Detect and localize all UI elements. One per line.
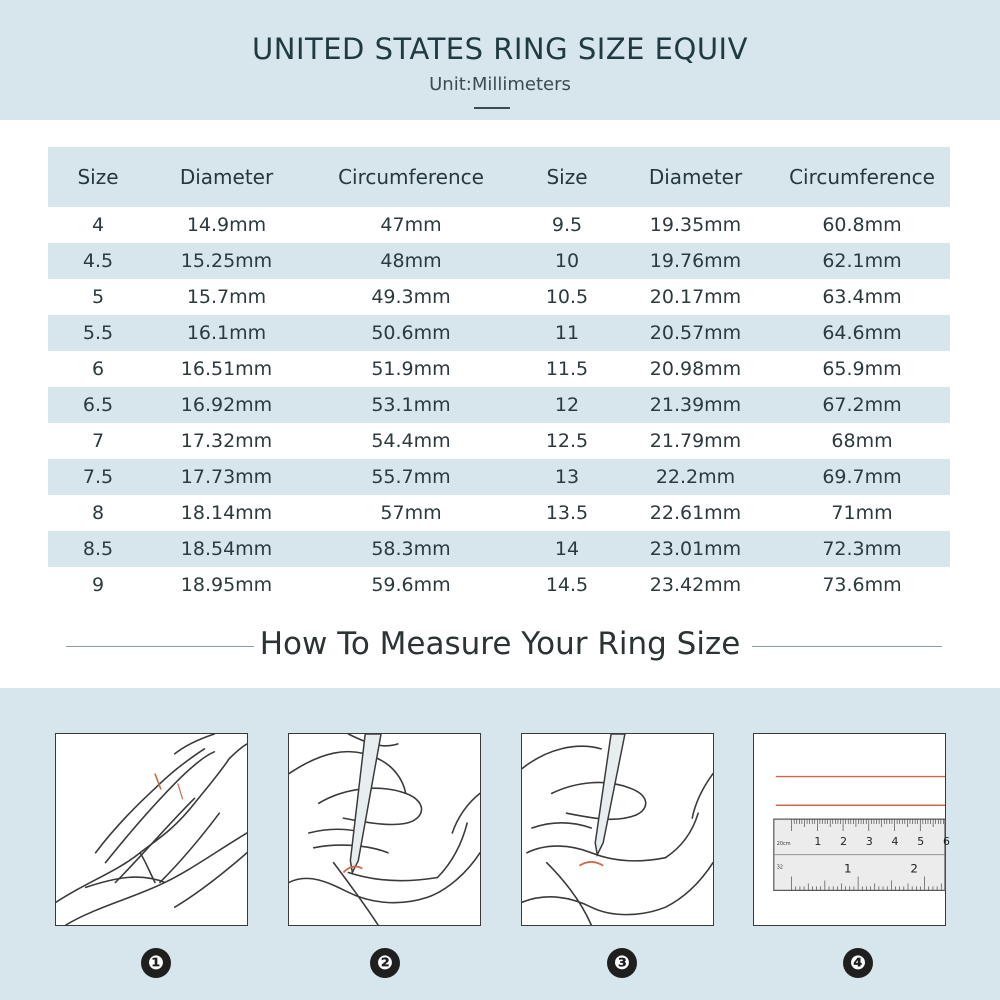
- table-cell: 22.2mm: [655, 466, 736, 488]
- table-cell: 17.32mm: [180, 430, 273, 452]
- table-row: [48, 207, 950, 243]
- column-header-diameter: Diameter: [179, 165, 274, 189]
- column-header-circumference: Circumference: [338, 165, 484, 189]
- table-cell: 8.5: [82, 538, 114, 560]
- table-cell: 14: [554, 538, 580, 560]
- table-cell: 10: [554, 250, 580, 272]
- table-row: [48, 531, 950, 567]
- table-row: [48, 459, 950, 495]
- table-cell: 22.61mm: [649, 502, 742, 524]
- table-cell: 18.95mm: [180, 574, 273, 596]
- table-row: [48, 423, 950, 459]
- ruler-cm-label: 4: [891, 834, 899, 848]
- table-header-row: [48, 147, 950, 207]
- ruler-unit-large: 32: [776, 864, 784, 871]
- ruler-inch-label: 2: [910, 861, 918, 876]
- table-cell: 9: [91, 574, 105, 596]
- subtitle-divider: [474, 107, 510, 109]
- table-cell: 57mm: [380, 502, 442, 524]
- table-cell: 19.76mm: [649, 250, 742, 272]
- page-title: UNITED STATES RING SIZE EQUIV: [252, 32, 748, 66]
- table-cell: 7: [91, 430, 105, 452]
- table-cell: 62.1mm: [822, 250, 902, 272]
- marking-string-with-pen-icon: [289, 734, 480, 925]
- table-cell: 72.3mm: [822, 538, 902, 560]
- step-number-4: ❹: [843, 948, 873, 978]
- table-cell: 12: [554, 394, 580, 416]
- table-cell: 49.3mm: [371, 286, 451, 308]
- table-cell: 63.4mm: [822, 286, 902, 308]
- column-header-circumference: Circumference: [789, 165, 935, 189]
- ruler-cm-label: 6: [943, 834, 950, 848]
- table-cell: 51.9mm: [371, 358, 451, 380]
- table-cell: 53.1mm: [371, 394, 451, 416]
- table-row: [48, 279, 950, 315]
- table-cell: 10.5: [545, 286, 589, 308]
- page-subtitle: Unit:Millimeters: [429, 74, 571, 95]
- table-row: [48, 387, 950, 423]
- table-cell: 73.6mm: [822, 574, 902, 596]
- step-1-panel: [55, 733, 248, 926]
- step-number-1: ❶: [141, 948, 171, 978]
- table-row: [48, 243, 950, 279]
- table-cell: 54.4mm: [371, 430, 451, 452]
- table-cell: 7.5: [82, 466, 114, 488]
- table-cell: 4: [91, 214, 105, 236]
- ruler-cm-label: 1: [814, 834, 822, 848]
- table-cell: 18.54mm: [180, 538, 273, 560]
- table-cell: 21.39mm: [649, 394, 742, 416]
- table-cell: 4.5: [82, 250, 114, 272]
- step-3-panel: [521, 733, 714, 926]
- table-cell: 16.1mm: [186, 322, 267, 344]
- ruler-inch-label: 1: [844, 861, 852, 876]
- table-cell: 59.6mm: [371, 574, 451, 596]
- table-cell: 5.5: [82, 322, 114, 344]
- marking-overlap-icon: [522, 734, 713, 925]
- table-cell: 60.8mm: [822, 214, 902, 236]
- table-row: [48, 315, 950, 351]
- table-cell: 64.6mm: [822, 322, 902, 344]
- table-row: [48, 351, 950, 387]
- table-cell: 11.5: [545, 358, 589, 380]
- ruler-unit-small: 20cm: [776, 840, 791, 847]
- table-cell: 21.79mm: [649, 430, 742, 452]
- step-4-panel: [753, 733, 950, 926]
- ruler-cm-label: 2: [840, 834, 848, 848]
- column-header-diameter: Diameter: [648, 165, 743, 189]
- table-cell: 68mm: [831, 430, 893, 452]
- table-cell: 18.14mm: [180, 502, 273, 524]
- ruler-measure-icon: [754, 734, 950, 925]
- table-cell: 16.51mm: [180, 358, 273, 380]
- table-cell: 47mm: [380, 214, 442, 236]
- table-cell: 20.98mm: [649, 358, 742, 380]
- table-cell: 20.17mm: [649, 286, 742, 308]
- table-cell: 67.2mm: [822, 394, 902, 416]
- table-cell: 14.9mm: [186, 214, 267, 236]
- table-cell: 14.5: [545, 574, 589, 596]
- table-cell: 13.5: [545, 502, 589, 524]
- table-cell: 23.42mm: [649, 574, 742, 596]
- hand-with-string-icon: [56, 734, 247, 925]
- table-cell: 50.6mm: [371, 322, 451, 344]
- table-cell: 11: [554, 322, 580, 344]
- table-row: [48, 495, 950, 531]
- column-header-size: Size: [546, 165, 588, 189]
- table-cell: 15.7mm: [186, 286, 267, 308]
- ruler-cm-label: 3: [865, 834, 873, 848]
- table-cell: 6: [91, 358, 105, 380]
- table-cell: 15.25mm: [180, 250, 273, 272]
- table-cell: 65.9mm: [822, 358, 902, 380]
- table-cell: 13: [554, 466, 580, 488]
- table-cell: 16.92mm: [180, 394, 273, 416]
- table-cell: 48mm: [380, 250, 442, 272]
- table-cell: 23.01mm: [649, 538, 742, 560]
- ring-size-table: [48, 147, 950, 603]
- table-cell: 19.35mm: [649, 214, 742, 236]
- table-cell: 55.7mm: [371, 466, 451, 488]
- table-cell: 69.7mm: [822, 466, 902, 488]
- step-number-3: ❸: [607, 948, 637, 978]
- table-cell: 6.5: [82, 394, 114, 416]
- table-cell: 71mm: [831, 502, 893, 524]
- table-row: [48, 567, 950, 603]
- table-cell: 5: [91, 286, 105, 308]
- step-2-panel: [288, 733, 481, 926]
- table-cell: 9.5: [551, 214, 583, 236]
- step-number-2: ❷: [370, 948, 400, 978]
- ruler-cm-label: 5: [917, 834, 925, 848]
- table-cell: 58.3mm: [371, 538, 451, 560]
- column-header-size: Size: [77, 165, 119, 189]
- table-cell: 8: [91, 502, 105, 524]
- table-cell: 20.57mm: [649, 322, 742, 344]
- table-cell: 12.5: [545, 430, 589, 452]
- table-body: [48, 207, 950, 603]
- table-cell: 17.73mm: [180, 466, 273, 488]
- howto-heading: How To Measure Your Ring Size: [0, 626, 1000, 662]
